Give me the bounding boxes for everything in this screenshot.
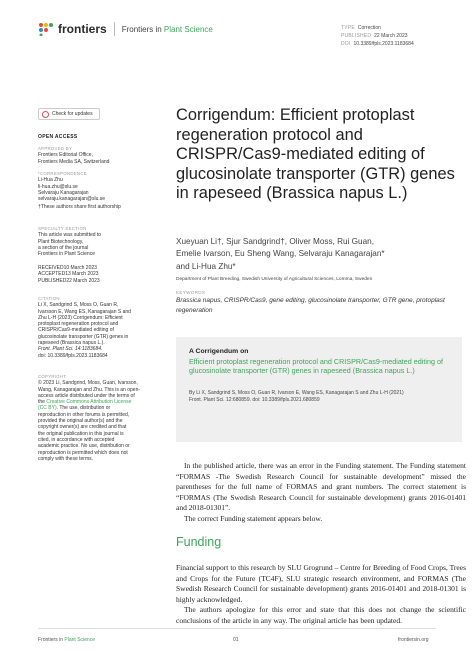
citation-line: Li X, Sandgrind S, Moss O, Guan R, [38, 302, 119, 309]
published-label: PUBLISHED [341, 33, 372, 39]
citation-authors: By Li X, Sandgrind S, Moss O, Guan R, Ivarson E, Wang ES, Kanagarajan S and Zhu L-H (2021) [189, 390, 404, 396]
authors-line: Emelie Ivarson, Eu Sheng Wang, Selvaraju Kanagarajan* [176, 249, 385, 259]
body-paragraph: The correct Funding statement appears below. [184, 514, 323, 523]
check-updates-label: Check for updates [52, 111, 93, 117]
dates-section [38, 265, 158, 284]
copyright-line: copyright owner(s) are credited and that [38, 424, 127, 431]
corrigendum-heading: A Corrigendum on [189, 348, 249, 355]
citation-line: protoplast regeneration protocol and [38, 321, 119, 328]
copyright-line: Wang, Kanagarajan and Zhu. This is an open- [38, 386, 141, 393]
citation-line: rapeseed (Brassica napus L.). [38, 340, 105, 347]
accepted-label: ACCEPTED [38, 271, 66, 278]
open-access-label: OPEN ACCESS [38, 134, 78, 140]
copyright-line: access article distributed under the terms of [38, 392, 135, 399]
affiliation: Department of Plant Breeding, Swedish University of Agricultural Sciences, Lomma, Sweden [176, 277, 373, 282]
footer-divider [38, 628, 436, 629]
copyright-line: reproduction is permitted which does not [38, 449, 128, 456]
specialty-line: a section of the journal [38, 244, 89, 251]
published-label: PUBLISHED [38, 277, 67, 284]
footer-journal-accent: Plant Science [64, 637, 95, 643]
type-label: TYPE [341, 25, 355, 31]
keywords: Brassica napus, CRISPR/Cas9, gene editing, glucosinolate transporter, GTR gene, protoplast regeneration [176, 297, 445, 314]
journal-accent: Plant Science [163, 24, 213, 34]
copyright-line: reproduction in other forums is permitted, [38, 411, 130, 418]
doi-label: DOI [341, 41, 351, 47]
specialty-line: Plant Biotechnology, [38, 238, 84, 245]
funding-heading: Funding [176, 535, 222, 549]
correspondence-name: Selvaraju Kanagarajan [38, 189, 89, 196]
citation-doi[interactable]: doi: 10.3389/fpls.2023.1183684 [38, 352, 108, 359]
accepted-value: 13 March 2023 [65, 271, 99, 278]
copyright-line-fragment: the [38, 399, 47, 406]
brand-name: frontiers [58, 22, 107, 36]
article-meta [341, 24, 414, 48]
approved-line: Frontiers Editorial Office, [38, 152, 93, 159]
received-value: 10 March 2023 [63, 265, 97, 271]
specialty-section [38, 226, 158, 257]
approved-section [38, 146, 158, 165]
page-number: 01 [233, 637, 239, 643]
copyright-line: provided the original author(s) and the [38, 418, 123, 425]
copyright-label: COPYRIGHT [38, 374, 67, 379]
funding-paragraph: Financial support to this research by SLU Grogrund – Centre for Breeding of Food Crops, Trees and Crops for the Future (TC4F), SLU strategic research environment, and FORMAS (The Swedish Research Council for sustainable development) grants 2016-01401 and 2018-01301 is highly acknowledged. [176, 563, 466, 604]
copyright-line: cited, in accordance with accepted [38, 436, 115, 443]
author-list [176, 236, 456, 273]
journal-prefix: Frontiers in [121, 24, 164, 34]
check-updates-button[interactable] [38, 108, 100, 120]
license-link[interactable]: Creative Commons Attribution License [46, 399, 132, 406]
correspondence-email[interactable]: selvaraju.kanagarajan@slu.se [38, 196, 106, 203]
license-abbr-link[interactable]: (CC BY) [38, 405, 57, 412]
brand-header [38, 22, 213, 36]
equal-contribution-note: †These authors share first authorship [38, 204, 121, 211]
specialty-label: SPECIALTY SECTION [38, 226, 87, 231]
copyright-line: academic practice. No use, distribution or [38, 443, 130, 450]
citation-line: Front. Plant Sci. 14:1183684. [38, 346, 103, 353]
frontiers-logo-icon [38, 22, 54, 36]
correspondence-email[interactable]: li-hua.zhu@slu.se [38, 183, 78, 190]
copyright-line: comply with these terms. [38, 455, 94, 462]
citation-label: CITATION [38, 296, 60, 301]
doi-value[interactable]: 10.3389/fpls.2023.1183684 [353, 41, 414, 47]
original-article-link[interactable]: Efficient protoplast regeneration protocol and CRISPR/Cas9-mediated editing of glucosinolate transporter (GTR) genes in rapeseed (Brassica napus L.) [189, 357, 443, 375]
copyright-line: the original publication in this journal is [38, 430, 124, 437]
citation-line: Zhu L-H (2023) Corrigendum: Efficient [38, 314, 123, 321]
keywords-label: KEYWORDS [176, 290, 206, 295]
type-value: Correction [357, 25, 381, 31]
check-updates-icon [42, 111, 49, 118]
citation-line: glucosinolate transporter (GTR) genes in [38, 333, 129, 340]
correspondence-section [38, 171, 158, 211]
body-paragraph: The authors apologize for this error and state that this does not change the scientific conclusions of the article in any way. The original article has been updated. [176, 605, 466, 625]
copyright-line-fragment: . The use, distribution or [56, 405, 111, 412]
authors-line: Xueyuan Li†, Sjur Sandgrind†, Oliver Moss, Rui Guan, [176, 237, 374, 246]
brand-separator [114, 22, 115, 36]
citation-section [38, 296, 158, 359]
footer-journal-prefix: Frontiers in [38, 637, 65, 643]
authors-line: and Li-Hua Zhu* [176, 261, 236, 271]
specialty-line: This article was submitted to [38, 232, 102, 239]
copyright-section [38, 374, 158, 462]
citation-source[interactable]: Front. Plant Sci. 12:680859. doi: 10.3389/fpls.2021.680859 [189, 397, 320, 403]
citation-line: CRISPR/Cas9-mediated editing of [38, 327, 114, 334]
published-value: 22 March 2023 [374, 33, 408, 39]
approved-line: Frontiers Media SA, Switzerland [38, 158, 110, 165]
correspondence-name: Li-Hua Zhu [38, 177, 63, 184]
journal-name [122, 25, 213, 34]
body-paragraph: In the published article, there was an error in the Funding statement. The Funding statement “FORMAS -The Swedish Research Council for sustainable development” missed the parentheses for the full name of FORMAS and grant numbers. The correct statement is “FORMAS (The Swedish Research Council for sustainable development) grants 2016-01401 and 2018-01301”. [176, 461, 466, 513]
footer-site-link[interactable]: frontiersin.org [398, 637, 429, 643]
published-value: 22 March 2023 [66, 277, 100, 284]
correspondence-label: *CORRESPONDENCE [38, 171, 87, 176]
approved-label: APPROVED BY [38, 146, 73, 151]
specialty-line: Frontiers in Plant Science [38, 251, 95, 258]
original-article-citation [189, 390, 451, 404]
copyright-line: © 2023 Li, Sandgrind, Moss, Guan, Ivarsson, [38, 380, 138, 387]
footer-journal [38, 637, 95, 643]
article-title: Corrigendum: Efficient protoplast regeneration protocol and CRISPR/Cas9-mediated editing of glucosinolate transporter (GTR) genes in rapeseed (Brassica napus L.) [176, 106, 455, 203]
open-access-section [38, 134, 158, 140]
citation-line: Ivarsson E, Wang ES, Kanagarajan S and [38, 308, 131, 315]
received-label: RECEIVED [38, 265, 64, 271]
